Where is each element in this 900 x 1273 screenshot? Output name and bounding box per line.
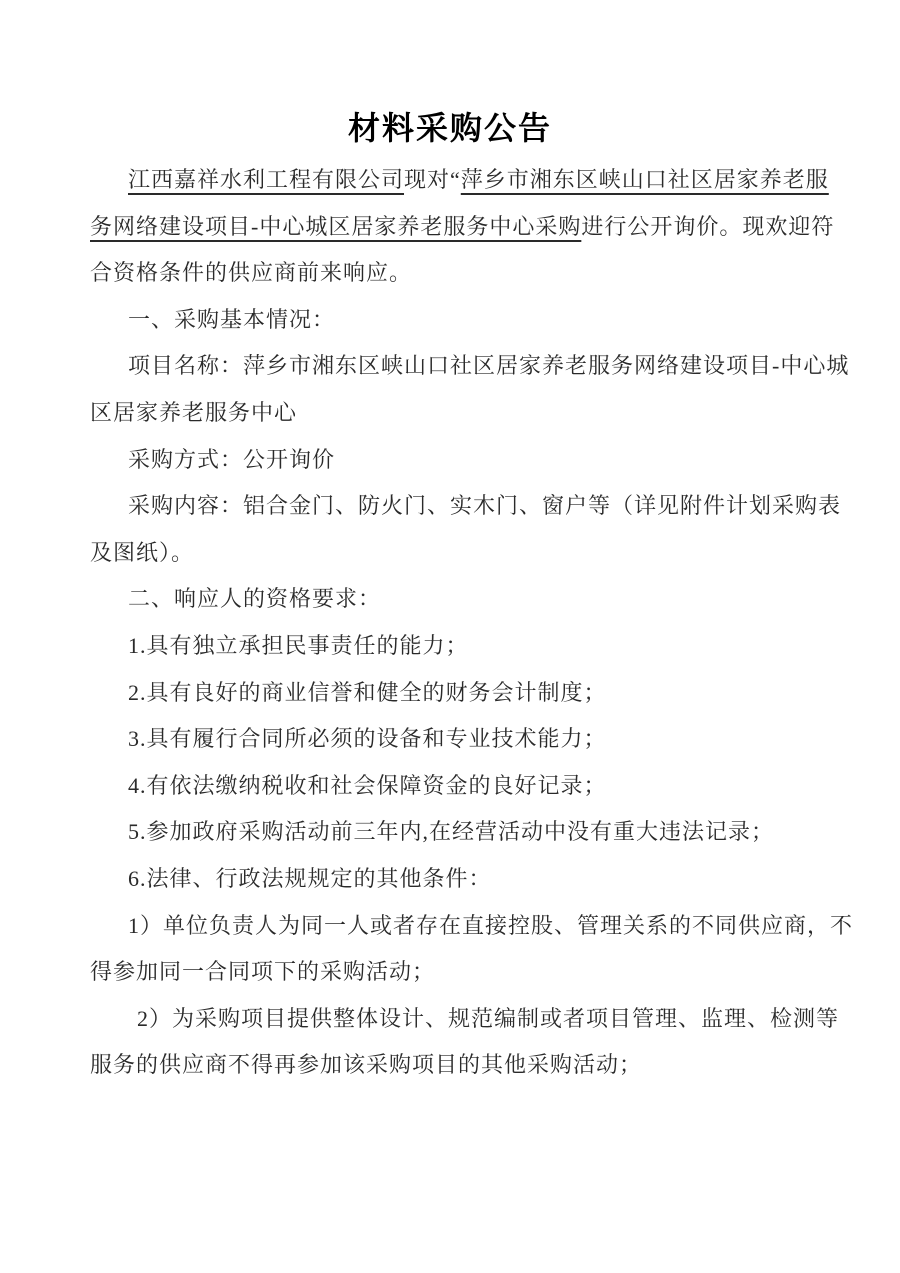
text-line — [90, 949, 810, 996]
text-segment: 1）单位负责人为同一人或者存在直接控股、管理关系的不同供应商，不 — [128, 912, 854, 938]
text-segment: 6.法律、行政法规规定的其他条件： — [128, 865, 492, 891]
text-line — [90, 530, 810, 577]
text-segment: 1.具有独立承担民事责任的能力； — [128, 632, 469, 658]
text-line — [90, 297, 810, 344]
text-segment: 区居家养老服务中心 — [90, 399, 298, 425]
text-line — [90, 996, 840, 1043]
text-line — [90, 623, 810, 670]
text-line — [90, 204, 835, 251]
text-line — [90, 809, 810, 856]
underlined-text-segment: 务网络建设项目-中心城区居家养老服务中心采购 — [90, 213, 582, 239]
text-line — [90, 576, 810, 623]
text-line — [90, 763, 810, 810]
text-segment: 一、采购基本情况： — [128, 306, 336, 332]
text-line — [90, 670, 810, 717]
text-line — [90, 157, 829, 204]
text-segment: 进行公开询价。现欢迎符 — [581, 213, 835, 239]
text-segment: 及图纸）。 — [90, 539, 195, 565]
text-line — [90, 390, 810, 437]
text-segment: 2）为采购项目提供整体设计、规范编制或者项目管理、监理、检测等 — [137, 1005, 840, 1031]
text-segment: 采购方式：公开询价 — [128, 446, 336, 472]
text-segment: 合资格条件的供应商前来响应。 — [90, 260, 413, 286]
text-line — [90, 903, 854, 950]
text-line — [90, 483, 842, 530]
text-line — [90, 250, 810, 297]
text-segment: 5.参加政府采购活动前三年内,在经营活动中没有重大违法记录； — [128, 819, 775, 845]
text-line — [90, 343, 850, 390]
underlined-text-segment: 萍乡市湘东区峡山口社区居家养老服 — [460, 167, 829, 192]
text-segment: 二、响应人的资格要求： — [128, 586, 382, 612]
text-line — [90, 1042, 810, 1089]
text-segment: 3.具有履行合同所必须的设备和专业技术能力； — [128, 726, 607, 752]
document-body — [90, 157, 854, 1089]
underlined-text-segment: 江西嘉祥水利工程有限公司 — [128, 167, 405, 192]
text-segment: 项目名称：萍乡市湘东区峡山口社区居家养老服务网络建设项目-中心城 — [128, 353, 850, 379]
text-line — [90, 856, 810, 903]
text-line — [90, 716, 810, 763]
text-segment: 现对“ — [404, 167, 461, 192]
text-segment: 采购内容：铝合金门、防火门、实木门、窗户等（详见附件计划采购表 — [128, 493, 842, 519]
text-line — [90, 437, 810, 484]
document-title: 材料采购公告 — [347, 110, 552, 146]
text-segment: 得参加同一合同项下的采购活动； — [90, 959, 436, 985]
text-segment: 2.具有良好的商业信誉和健全的财务会计制度； — [128, 679, 607, 705]
text-segment: 服务的供应商不得再参加该采购项目的其他采购活动； — [90, 1052, 643, 1078]
text-segment: 4.有依法缴纳税收和社会保障资金的良好记录； — [128, 772, 607, 798]
